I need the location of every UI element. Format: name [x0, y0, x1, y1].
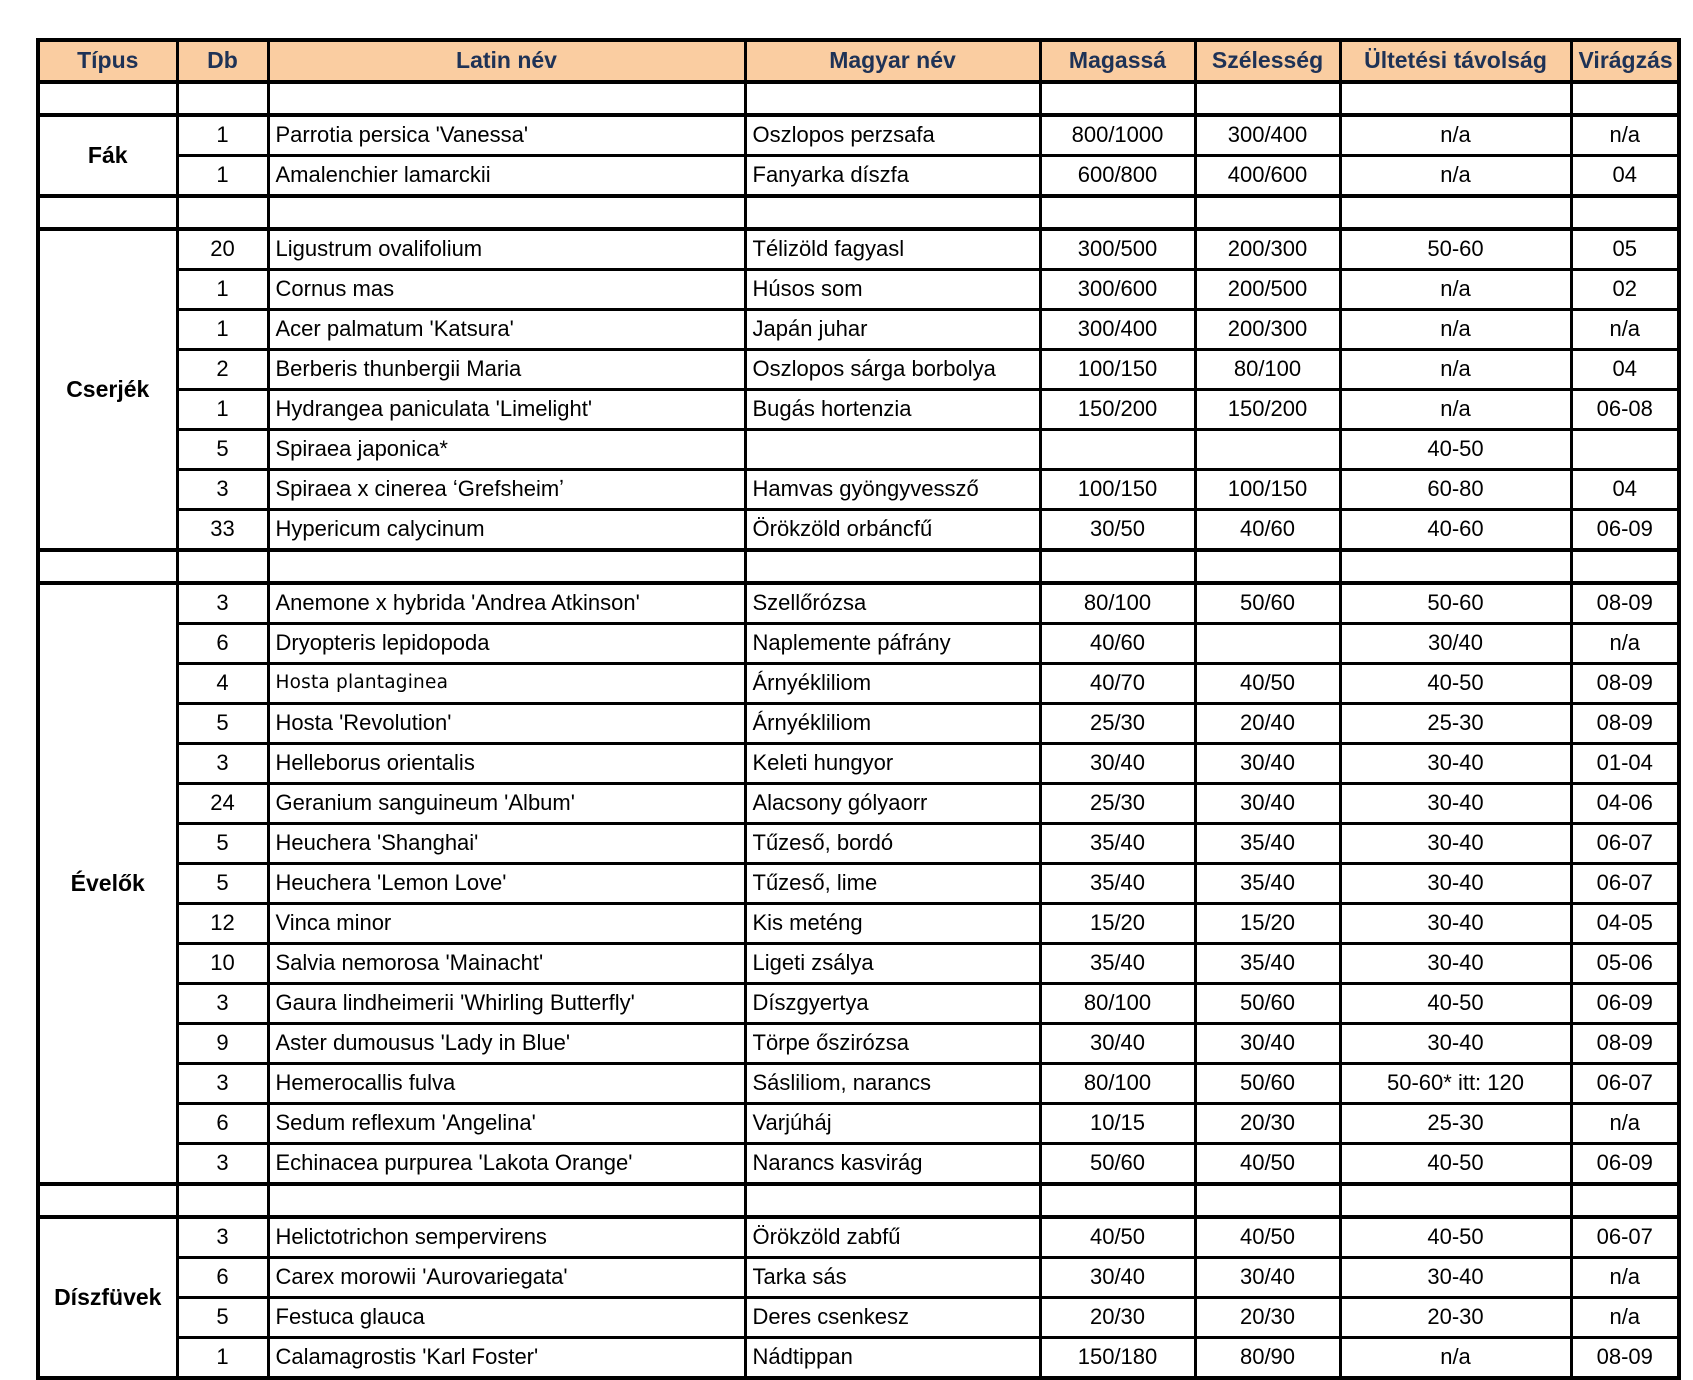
- table-row: [38, 1104, 1679, 1144]
- cell-latin: Heuchera 'Shanghai': [268, 824, 745, 864]
- col-header-magassag: Magassá: [1040, 40, 1195, 82]
- cell-magassag: 35/40: [1040, 824, 1195, 864]
- cell-ultetesi: n/a: [1340, 115, 1571, 156]
- cell-magyar: Árnyékliliom: [745, 704, 1040, 744]
- separator-cell: [1571, 550, 1679, 583]
- cell-db: 1: [177, 156, 268, 197]
- cell-viragzas: 04: [1571, 156, 1679, 197]
- cell-ultetesi: n/a: [1340, 1338, 1571, 1379]
- cell-magyar: Törpe őszirózsa: [745, 1024, 1040, 1064]
- cell-ultetesi: 25-30: [1340, 704, 1571, 744]
- cell-latin: Hypericum calycinum: [268, 510, 745, 551]
- cell-magassag: 20/30: [1040, 1298, 1195, 1338]
- cell-szelesseg: 15/20: [1195, 904, 1340, 944]
- cell-latin: Spiraea x cinerea ʻGrefsheimʼ: [268, 470, 745, 510]
- cell-magassag: 80/100: [1040, 583, 1195, 624]
- cell-magyar: Bugás hortenzia: [745, 390, 1040, 430]
- cell-viragzas: 08-09: [1571, 583, 1679, 624]
- cell-viragzas: 05-06: [1571, 944, 1679, 984]
- cell-latin: Hemerocallis fulva: [268, 1064, 745, 1104]
- separator-cell: [1571, 82, 1679, 115]
- col-header-viragzas: Virágzás: [1571, 40, 1679, 82]
- cell-magyar: Kis meténg: [745, 904, 1040, 944]
- cell-magyar: Japán juhar: [745, 310, 1040, 350]
- cell-szelesseg: 50/60: [1195, 1064, 1340, 1104]
- separator-cell: [1571, 1184, 1679, 1217]
- cell-szelesseg: 100/150: [1195, 470, 1340, 510]
- cell-magyar: Örökzöld orbáncfű: [745, 510, 1040, 551]
- cell-magassag: 300/600: [1040, 270, 1195, 310]
- cell-ultetesi: 50-60* itt: 120: [1340, 1064, 1571, 1104]
- table-row: [38, 430, 1679, 470]
- cell-magyar: Deres csenkesz: [745, 1298, 1040, 1338]
- cell-viragzas: n/a: [1571, 1104, 1679, 1144]
- cell-magassag: 80/100: [1040, 1064, 1195, 1104]
- cell-magassag: 80/100: [1040, 984, 1195, 1024]
- table-row: [38, 156, 1679, 197]
- separator-cell: [745, 550, 1040, 583]
- separator-cell: [1040, 1184, 1195, 1217]
- cell-db: 20: [177, 229, 268, 270]
- cell-szelesseg: 400/600: [1195, 156, 1340, 197]
- cell-viragzas: 05: [1571, 229, 1679, 270]
- cell-magassag: 30/40: [1040, 744, 1195, 784]
- cell-magassag: 40/60: [1040, 624, 1195, 664]
- separator-cell: [1571, 196, 1679, 229]
- cell-db: 2: [177, 350, 268, 390]
- header-row: [38, 40, 1679, 82]
- cell-ultetesi: 60-80: [1340, 470, 1571, 510]
- cell-db: 3: [177, 1144, 268, 1185]
- cell-magassag: 150/180: [1040, 1338, 1195, 1379]
- cell-szelesseg: 30/40: [1195, 744, 1340, 784]
- cell-magyar: Narancs kasvirág: [745, 1144, 1040, 1185]
- separator-row: [38, 1184, 1679, 1217]
- cell-viragzas: 01-04: [1571, 744, 1679, 784]
- table-row: [38, 1144, 1679, 1185]
- cell-viragzas: 06-08: [1571, 390, 1679, 430]
- cell-magassag: 300/400: [1040, 310, 1195, 350]
- cell-db: 1: [177, 390, 268, 430]
- table-row: [38, 350, 1679, 390]
- table-row: [38, 470, 1679, 510]
- cell-szelesseg: 35/40: [1195, 944, 1340, 984]
- cell-db: 5: [177, 704, 268, 744]
- separator-cell: [1195, 82, 1340, 115]
- cell-magassag: 10/15: [1040, 1104, 1195, 1144]
- cell-magassag: 300/500: [1040, 229, 1195, 270]
- table-row: [38, 310, 1679, 350]
- cell-szelesseg: [1195, 624, 1340, 664]
- cell-magyar: Szellőrózsa: [745, 583, 1040, 624]
- section-label-fak: Fák: [38, 115, 177, 196]
- cell-magassag: 30/40: [1040, 1024, 1195, 1064]
- table-row: [38, 744, 1679, 784]
- cell-viragzas: 04-06: [1571, 784, 1679, 824]
- separator-cell: [1340, 1184, 1571, 1217]
- cell-ultetesi: 30-40: [1340, 944, 1571, 984]
- cell-ultetesi: n/a: [1340, 350, 1571, 390]
- cell-db: 6: [177, 1104, 268, 1144]
- cell-latin: Cornus mas: [268, 270, 745, 310]
- cell-ultetesi: 30-40: [1340, 744, 1571, 784]
- separator-cell: [1040, 550, 1195, 583]
- separator-cell: [1040, 82, 1195, 115]
- cell-latin: Heuchera 'Lemon Love': [268, 864, 745, 904]
- cell-latin: Acer palmatum 'Katsura': [268, 310, 745, 350]
- cell-magassag: 50/60: [1040, 1144, 1195, 1185]
- cell-db: 5: [177, 430, 268, 470]
- cell-latin: Helleborus orientalis: [268, 744, 745, 784]
- cell-magyar: Varjúháj: [745, 1104, 1040, 1144]
- cell-db: 3: [177, 984, 268, 1024]
- cell-magyar: Télizöld fagyasl: [745, 229, 1040, 270]
- cell-szelesseg: 35/40: [1195, 864, 1340, 904]
- cell-latin: Amalenchier lamarckii: [268, 156, 745, 197]
- cell-viragzas: 06-09: [1571, 984, 1679, 1024]
- cell-ultetesi: 50-60: [1340, 583, 1571, 624]
- cell-viragzas: 08-09: [1571, 704, 1679, 744]
- separator-cell: [1040, 196, 1195, 229]
- cell-szelesseg: 80/100: [1195, 350, 1340, 390]
- separator-cell: [745, 196, 1040, 229]
- cell-magyar: Nádtippan: [745, 1338, 1040, 1379]
- cell-db: 1: [177, 270, 268, 310]
- table-row: [38, 270, 1679, 310]
- cell-latin: Dryopteris lepidopoda: [268, 624, 745, 664]
- cell-magassag: 800/1000: [1040, 115, 1195, 156]
- cell-ultetesi: 40-50: [1340, 664, 1571, 704]
- cell-magassag: 600/800: [1040, 156, 1195, 197]
- cell-szelesseg: 20/30: [1195, 1104, 1340, 1144]
- cell-ultetesi: 40-50: [1340, 984, 1571, 1024]
- cell-magyar: Keleti hungyor: [745, 744, 1040, 784]
- cell-viragzas: 04-05: [1571, 904, 1679, 944]
- separator-cell: [177, 196, 268, 229]
- table-row: [38, 904, 1679, 944]
- separator-cell: [745, 1184, 1040, 1217]
- cell-viragzas: 06-09: [1571, 510, 1679, 551]
- cell-viragzas: n/a: [1571, 1298, 1679, 1338]
- separator-cell: [177, 1184, 268, 1217]
- cell-magassag: 100/150: [1040, 350, 1195, 390]
- cell-magyar: Alacsony gólyaorr: [745, 784, 1040, 824]
- col-header-ultetesi-tavolsag: Ültetési távolság: [1340, 40, 1571, 82]
- cell-ultetesi: 40-50: [1340, 430, 1571, 470]
- cell-viragzas: n/a: [1571, 624, 1679, 664]
- table-row: [38, 944, 1679, 984]
- cell-db: 1: [177, 1338, 268, 1379]
- cell-ultetesi: n/a: [1340, 270, 1571, 310]
- cell-magyar: Ligeti zsálya: [745, 944, 1040, 984]
- table-row: [38, 1258, 1679, 1298]
- cell-magyar: Tűzeső, lime: [745, 864, 1040, 904]
- plant-list-sheet: [36, 38, 1681, 1380]
- cell-latin: Spiraea japonica*: [268, 430, 745, 470]
- cell-db: 6: [177, 624, 268, 664]
- col-header-db: Db: [177, 40, 268, 82]
- cell-szelesseg: 20/30: [1195, 1298, 1340, 1338]
- cell-magassag: 150/200: [1040, 390, 1195, 430]
- cell-szelesseg: 80/90: [1195, 1338, 1340, 1379]
- cell-db: 5: [177, 864, 268, 904]
- table-row: [38, 1338, 1679, 1379]
- cell-viragzas: 06-09: [1571, 1144, 1679, 1185]
- cell-magassag: 35/40: [1040, 944, 1195, 984]
- cell-ultetesi: 40-50: [1340, 1144, 1571, 1185]
- cell-ultetesi: 30-40: [1340, 864, 1571, 904]
- cell-db: 1: [177, 310, 268, 350]
- cell-ultetesi: 20-30: [1340, 1298, 1571, 1338]
- separator-cell: [38, 196, 177, 229]
- separator-cell: [268, 196, 745, 229]
- cell-magyar: [745, 430, 1040, 470]
- cell-ultetesi: 30-40: [1340, 904, 1571, 944]
- table-row: [38, 704, 1679, 744]
- separator-cell: [38, 82, 177, 115]
- cell-szelesseg: 30/40: [1195, 1024, 1340, 1064]
- table-row: [38, 624, 1679, 664]
- table-row: [38, 864, 1679, 904]
- cell-db: 3: [177, 470, 268, 510]
- separator-cell: [177, 82, 268, 115]
- cell-ultetesi: 25-30: [1340, 1104, 1571, 1144]
- cell-magyar: Tarka sás: [745, 1258, 1040, 1298]
- cell-magyar: Fanyarka díszfa: [745, 156, 1040, 197]
- cell-szelesseg: 40/60: [1195, 510, 1340, 551]
- cell-viragzas: [1571, 430, 1679, 470]
- cell-viragzas: 06-07: [1571, 1064, 1679, 1104]
- cell-latin: Helictotrichon sempervirens: [268, 1217, 745, 1258]
- separator-cell: [177, 550, 268, 583]
- cell-latin: Hosta plantaginea: [268, 664, 745, 704]
- cell-magyar: Örökzöld zabfű: [745, 1217, 1040, 1258]
- cell-ultetesi: 30-40: [1340, 824, 1571, 864]
- cell-magyar: Tűzeső, bordó: [745, 824, 1040, 864]
- cell-magassag: 25/30: [1040, 784, 1195, 824]
- cell-viragzas: 06-07: [1571, 864, 1679, 904]
- plant-table: [36, 38, 1681, 1380]
- cell-magassag: 100/150: [1040, 470, 1195, 510]
- cell-db: 12: [177, 904, 268, 944]
- cell-viragzas: 08-09: [1571, 664, 1679, 704]
- cell-ultetesi: 30-40: [1340, 1258, 1571, 1298]
- cell-latin: Calamagrostis 'Karl Foster': [268, 1338, 745, 1379]
- cell-szelesseg: 150/200: [1195, 390, 1340, 430]
- cell-magyar: Húsos som: [745, 270, 1040, 310]
- cell-szelesseg: 35/40: [1195, 824, 1340, 864]
- separator-cell: [268, 1184, 745, 1217]
- cell-db: 5: [177, 824, 268, 864]
- cell-ultetesi: n/a: [1340, 156, 1571, 197]
- table-row: [38, 390, 1679, 430]
- table-row: [38, 115, 1679, 156]
- table-row: [38, 1024, 1679, 1064]
- cell-viragzas: 04: [1571, 470, 1679, 510]
- cell-db: 33: [177, 510, 268, 551]
- cell-db: 1: [177, 115, 268, 156]
- cell-latin: Echinacea purpurea 'Lakota Orange': [268, 1144, 745, 1185]
- cell-latin: Salvia nemorosa 'Mainacht': [268, 944, 745, 984]
- cell-magyar: Árnyékliliom: [745, 664, 1040, 704]
- cell-magassag: 15/20: [1040, 904, 1195, 944]
- cell-magassag: 35/40: [1040, 864, 1195, 904]
- cell-latin: Parrotia persica 'Vanessa': [268, 115, 745, 156]
- cell-ultetesi: 30-40: [1340, 1024, 1571, 1064]
- cell-db: 3: [177, 583, 268, 624]
- cell-szelesseg: 30/40: [1195, 784, 1340, 824]
- col-header-magyar-nev: Magyar név: [745, 40, 1040, 82]
- section-label-diszfuvek: Díszfüvek: [38, 1217, 177, 1378]
- cell-db: 5: [177, 1298, 268, 1338]
- cell-magassag: 40/50: [1040, 1217, 1195, 1258]
- cell-szelesseg: [1195, 430, 1340, 470]
- cell-latin: Vinca minor: [268, 904, 745, 944]
- separator-row: [38, 550, 1679, 583]
- cell-latin: Geranium sanguineum 'Album': [268, 784, 745, 824]
- cell-magassag: 40/70: [1040, 664, 1195, 704]
- cell-viragzas: 06-07: [1571, 1217, 1679, 1258]
- section-label-evelok: Évelők: [38, 583, 177, 1184]
- separator-cell: [745, 82, 1040, 115]
- table-row: [38, 984, 1679, 1024]
- table-row: [38, 664, 1679, 704]
- cell-ultetesi: n/a: [1340, 390, 1571, 430]
- cell-magassag: [1040, 430, 1195, 470]
- cell-db: 3: [177, 1064, 268, 1104]
- cell-magyar: Hamvas gyöngyvessző: [745, 470, 1040, 510]
- cell-ultetesi: n/a: [1340, 310, 1571, 350]
- cell-szelesseg: 200/500: [1195, 270, 1340, 310]
- cell-viragzas: n/a: [1571, 310, 1679, 350]
- cell-ultetesi: 30/40: [1340, 624, 1571, 664]
- cell-viragzas: 02: [1571, 270, 1679, 310]
- cell-db: 6: [177, 1258, 268, 1298]
- col-header-tipus: Típus: [38, 40, 177, 82]
- cell-db: 3: [177, 1217, 268, 1258]
- cell-db: 24: [177, 784, 268, 824]
- cell-viragzas: 08-09: [1571, 1338, 1679, 1379]
- cell-szelesseg: 50/60: [1195, 984, 1340, 1024]
- separator-cell: [1340, 82, 1571, 115]
- cell-magyar: Oszlopos sárga borbolya: [745, 350, 1040, 390]
- cell-latin: Festuca glauca: [268, 1298, 745, 1338]
- table-row: [38, 824, 1679, 864]
- separator-cell: [1195, 550, 1340, 583]
- cell-latin: Aster dumousus 'Lady in Blue': [268, 1024, 745, 1064]
- cell-szelesseg: 40/50: [1195, 664, 1340, 704]
- table-row: [38, 1298, 1679, 1338]
- cell-db: 9: [177, 1024, 268, 1064]
- cell-viragzas: n/a: [1571, 115, 1679, 156]
- cell-ultetesi: 40-60: [1340, 510, 1571, 551]
- cell-szelesseg: 200/300: [1195, 310, 1340, 350]
- separator-cell: [1195, 196, 1340, 229]
- col-header-latin-nev: Latin név: [268, 40, 745, 82]
- separator-row: [38, 82, 1679, 115]
- cell-magassag: 30/50: [1040, 510, 1195, 551]
- separator-cell: [1340, 550, 1571, 583]
- cell-db: 4: [177, 664, 268, 704]
- table-row: [38, 1064, 1679, 1104]
- separator-cell: [268, 82, 745, 115]
- cell-magyar: Oszlopos perzsafa: [745, 115, 1040, 156]
- separator-cell: [1195, 1184, 1340, 1217]
- cell-szelesseg: 50/60: [1195, 583, 1340, 624]
- cell-viragzas: 04: [1571, 350, 1679, 390]
- separator-cell: [268, 550, 745, 583]
- cell-ultetesi: 30-40: [1340, 784, 1571, 824]
- cell-magassag: 25/30: [1040, 704, 1195, 744]
- cell-latin: Gaura lindheimerii 'Whirling Butterfly': [268, 984, 745, 1024]
- cell-db: 3: [177, 744, 268, 784]
- cell-szelesseg: 20/40: [1195, 704, 1340, 744]
- cell-viragzas: 08-09: [1571, 1024, 1679, 1064]
- table-body: [38, 82, 1679, 1378]
- cell-magassag: 30/40: [1040, 1258, 1195, 1298]
- table-row: [38, 583, 1679, 624]
- cell-magyar: Naplemente páfrány: [745, 624, 1040, 664]
- cell-latin: Berberis thunbergii Maria: [268, 350, 745, 390]
- cell-ultetesi: 50-60: [1340, 229, 1571, 270]
- cell-magyar: Sásliliom, narancs: [745, 1064, 1040, 1104]
- col-header-szelesseg: Szélesség: [1195, 40, 1340, 82]
- cell-latin: Ligustrum ovalifolium: [268, 229, 745, 270]
- separator-cell: [38, 550, 177, 583]
- separator-cell: [38, 1184, 177, 1217]
- cell-magyar: Díszgyertya: [745, 984, 1040, 1024]
- cell-viragzas: 06-07: [1571, 824, 1679, 864]
- cell-szelesseg: 40/50: [1195, 1144, 1340, 1185]
- table-row: [38, 510, 1679, 551]
- cell-szelesseg: 300/400: [1195, 115, 1340, 156]
- cell-latin: Hosta 'Revolution': [268, 704, 745, 744]
- cell-latin: Sedum reflexum 'Angelina': [268, 1104, 745, 1144]
- table-row: [38, 784, 1679, 824]
- table-row: [38, 229, 1679, 270]
- cell-viragzas: n/a: [1571, 1258, 1679, 1298]
- cell-szelesseg: 40/50: [1195, 1217, 1340, 1258]
- separator-cell: [1340, 196, 1571, 229]
- cell-latin: Anemone x hybrida 'Andrea Atkinson': [268, 583, 745, 624]
- cell-ultetesi: 40-50: [1340, 1217, 1571, 1258]
- section-label-cserjek: Cserjék: [38, 229, 177, 550]
- cell-db: 10: [177, 944, 268, 984]
- cell-szelesseg: 30/40: [1195, 1258, 1340, 1298]
- cell-latin: Hydrangea paniculata 'Limelight': [268, 390, 745, 430]
- cell-latin: Carex morowii 'Aurovariegata': [268, 1258, 745, 1298]
- separator-row: [38, 196, 1679, 229]
- table-row: [38, 1217, 1679, 1258]
- cell-szelesseg: 200/300: [1195, 229, 1340, 270]
